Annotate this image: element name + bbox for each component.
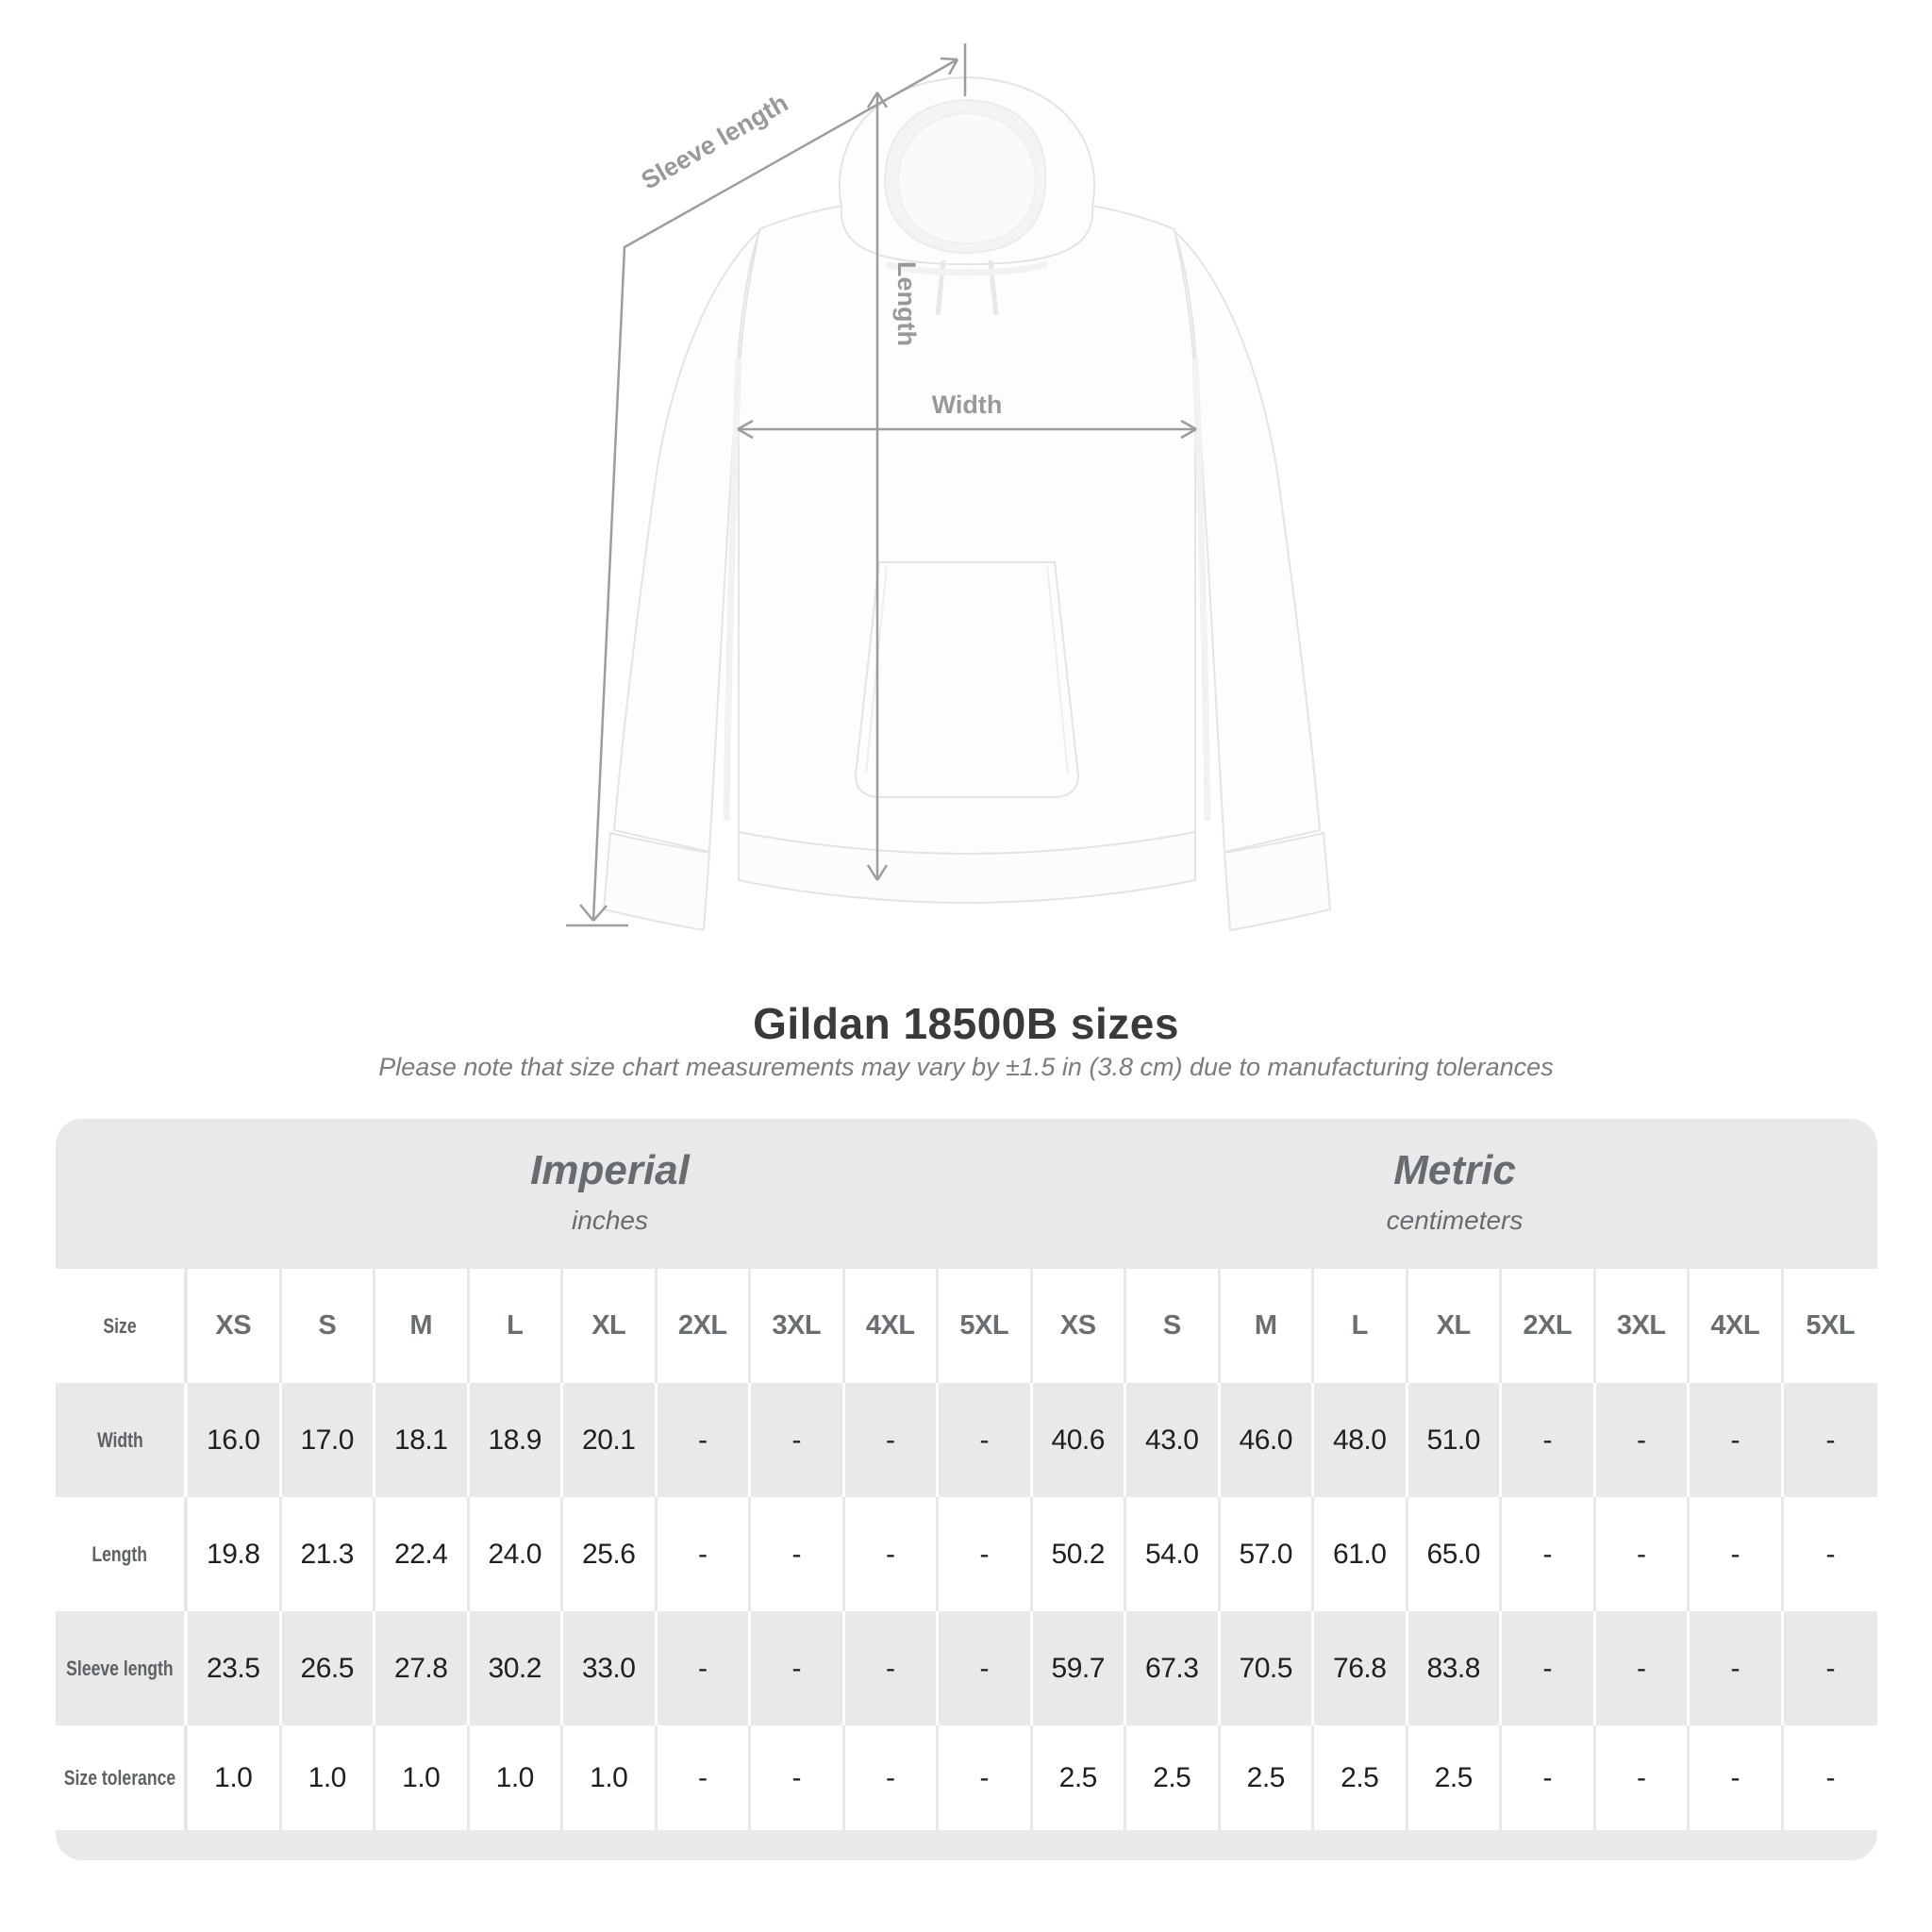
table-cell bbox=[563, 1725, 658, 1830]
size-header-imperial-xs-text: XS bbox=[215, 1310, 252, 1341]
size-header-metric-4xl bbox=[1690, 1269, 1784, 1383]
size-header-imperial-3xl bbox=[751, 1269, 845, 1383]
table-cell-text: 83.8 bbox=[1426, 1652, 1480, 1684]
table-cell-text: 17.0 bbox=[300, 1424, 354, 1456]
row-label-text: Sleeve length bbox=[66, 1656, 174, 1680]
table-cell-text: - bbox=[791, 1424, 801, 1456]
table-cell-text: - bbox=[791, 1538, 801, 1570]
table-cell-text: 65.0 bbox=[1426, 1538, 1480, 1570]
size-table bbox=[56, 1119, 1877, 1860]
table-cell bbox=[845, 1497, 940, 1611]
table-cell-text: - bbox=[1637, 1538, 1646, 1570]
hood-inner-panel bbox=[898, 113, 1036, 243]
table-cell-text: 16.0 bbox=[207, 1424, 260, 1456]
table-row-sleeve-length bbox=[56, 1611, 1877, 1725]
table-cell bbox=[751, 1725, 845, 1830]
hoodie-illustration bbox=[566, 38, 1377, 943]
table-cell bbox=[375, 1611, 470, 1725]
table-cell bbox=[470, 1611, 564, 1725]
table-cell bbox=[1033, 1497, 1127, 1611]
table-cell-text: - bbox=[1825, 1761, 1835, 1793]
table-cell-text: - bbox=[886, 1761, 895, 1793]
table-cell bbox=[1314, 1497, 1408, 1611]
table-cell-text: 2.5 bbox=[1341, 1761, 1379, 1793]
table-cell-text: - bbox=[698, 1652, 708, 1684]
table-cell bbox=[1784, 1725, 1878, 1830]
table-cell-text: - bbox=[1637, 1424, 1646, 1456]
table-cell-text: 57.0 bbox=[1239, 1538, 1292, 1570]
size-header-metric-xl bbox=[1408, 1269, 1503, 1383]
imperial-unit: inches bbox=[572, 1206, 648, 1235]
table-cell bbox=[188, 1611, 282, 1725]
table-cell bbox=[1408, 1497, 1503, 1611]
table-cell-text: - bbox=[979, 1652, 989, 1684]
table-cell-text: 1.0 bbox=[308, 1761, 346, 1793]
row-label bbox=[56, 1497, 188, 1611]
table-cell-text: 24.0 bbox=[488, 1538, 541, 1570]
table-cell bbox=[282, 1725, 376, 1830]
table-cell bbox=[1221, 1497, 1315, 1611]
table-cell-text: 59.7 bbox=[1051, 1652, 1105, 1684]
hoodie-garment bbox=[604, 77, 1330, 930]
metric-header bbox=[1032, 1119, 1877, 1269]
table-cell-text: 70.5 bbox=[1239, 1652, 1292, 1684]
table-footer-bar bbox=[56, 1830, 1877, 1860]
table-cell bbox=[188, 1383, 282, 1497]
table-cell-text: 54.0 bbox=[1145, 1538, 1199, 1570]
table-cell-text: - bbox=[1825, 1538, 1835, 1570]
table-cell-text: 20.1 bbox=[582, 1424, 636, 1456]
size-header-metric-s-text: S bbox=[1162, 1310, 1181, 1341]
table-cell-text: 2.5 bbox=[1246, 1761, 1285, 1793]
table-cell bbox=[375, 1497, 470, 1611]
table-cell bbox=[563, 1383, 658, 1497]
table-cell bbox=[751, 1497, 845, 1611]
table-cell bbox=[1596, 1497, 1690, 1611]
table-cell bbox=[1690, 1497, 1784, 1611]
table-cell-text: - bbox=[1825, 1424, 1835, 1456]
size-header-imperial-xl bbox=[563, 1269, 658, 1383]
table-cell-text: 40.6 bbox=[1051, 1424, 1105, 1456]
size-header-metric-xs bbox=[1033, 1269, 1127, 1383]
size-header-metric-l-text: L bbox=[1351, 1310, 1368, 1341]
table-cell-text: - bbox=[886, 1538, 895, 1570]
size-header-imperial-m bbox=[375, 1269, 470, 1383]
hoodie-right-sleeve bbox=[1174, 231, 1320, 852]
table-cell bbox=[1784, 1383, 1878, 1497]
table-cell-text: - bbox=[1637, 1761, 1646, 1793]
table-cell-text: - bbox=[1637, 1652, 1646, 1684]
table-cell bbox=[470, 1383, 564, 1497]
table-cell bbox=[1221, 1383, 1315, 1497]
table-cell-text: - bbox=[886, 1652, 895, 1684]
tolerance-note: Please note that size chart measurements may vary by ±1.5 in (3.8 cm) due to manufacturing tolerances bbox=[378, 1053, 1554, 1081]
table-cell-text: 76.8 bbox=[1333, 1652, 1387, 1684]
size-header-imperial-2xl bbox=[658, 1269, 752, 1383]
row-label-text: Width bbox=[96, 1427, 143, 1452]
table-cell-text: - bbox=[698, 1538, 708, 1570]
table-cell-text: 27.8 bbox=[394, 1652, 448, 1684]
size-header-imperial-xl-text: XL bbox=[591, 1310, 626, 1341]
table-cell-text: 21.3 bbox=[300, 1538, 354, 1570]
table-cell-text: 2.5 bbox=[1058, 1761, 1097, 1793]
metric-unit: centimeters bbox=[1386, 1206, 1524, 1235]
table-cell bbox=[1502, 1611, 1596, 1725]
table-cell bbox=[375, 1383, 470, 1497]
table-cell bbox=[188, 1725, 282, 1830]
hoodie-pocket bbox=[856, 562, 1078, 797]
table-cell-text: 50.2 bbox=[1051, 1538, 1105, 1570]
table-cell bbox=[1690, 1725, 1784, 1830]
size-header-imperial-4xl-text: 4XL bbox=[865, 1310, 915, 1341]
table-cell bbox=[470, 1497, 564, 1611]
table-cell-text: - bbox=[698, 1761, 708, 1793]
table-cell bbox=[470, 1725, 564, 1830]
table-cell bbox=[939, 1383, 1033, 1497]
table-cell bbox=[1314, 1611, 1408, 1725]
table-cell bbox=[188, 1497, 282, 1611]
imperial-header bbox=[188, 1119, 1032, 1269]
table-cell bbox=[1596, 1725, 1690, 1830]
size-header-imperial-xs bbox=[188, 1269, 282, 1383]
table-cell-text: 23.5 bbox=[207, 1652, 260, 1684]
table-cell bbox=[1126, 1611, 1221, 1725]
table-cell bbox=[939, 1497, 1033, 1611]
table-cell bbox=[282, 1497, 376, 1611]
table-cell-text: - bbox=[1730, 1652, 1740, 1684]
table-cell-text: - bbox=[979, 1538, 989, 1570]
table-cell bbox=[563, 1611, 658, 1725]
table-cell bbox=[1033, 1383, 1127, 1497]
size-header-metric-2xl bbox=[1502, 1269, 1596, 1383]
size-header-metric-3xl bbox=[1596, 1269, 1690, 1383]
imperial-title: Imperial bbox=[530, 1147, 690, 1193]
table-cell-text: - bbox=[979, 1761, 989, 1793]
table-cell-text: 61.0 bbox=[1333, 1538, 1387, 1570]
size-header-imperial-5xl-text: 5XL bbox=[959, 1310, 1009, 1341]
table-cell-text: - bbox=[1730, 1761, 1740, 1793]
size-header-imperial-5xl bbox=[939, 1269, 1033, 1383]
hoodie-measurement-diagram bbox=[566, 38, 1377, 943]
table-cell bbox=[658, 1611, 752, 1725]
size-header-imperial-l-text: L bbox=[507, 1310, 524, 1341]
page-title: Gildan 18500B sizes bbox=[753, 999, 1179, 1048]
table-cell bbox=[1126, 1383, 1221, 1497]
table-cell bbox=[751, 1383, 845, 1497]
table-cell bbox=[1221, 1611, 1315, 1725]
size-header-metric-5xl bbox=[1784, 1269, 1878, 1383]
table-cell-text: - bbox=[1542, 1424, 1552, 1456]
sleeve-length-label: Sleeve length bbox=[636, 88, 793, 195]
table-cell bbox=[845, 1611, 940, 1725]
table-cell bbox=[563, 1497, 658, 1611]
table-cell bbox=[282, 1611, 376, 1725]
table-cell-text: 1.0 bbox=[402, 1761, 441, 1793]
table-cell bbox=[751, 1611, 845, 1725]
size-header-metric-4xl-text: 4XL bbox=[1710, 1310, 1760, 1341]
table-cell bbox=[1126, 1497, 1221, 1611]
table-cell bbox=[845, 1725, 940, 1830]
metric-title: Metric bbox=[1393, 1147, 1516, 1193]
size-header-row bbox=[56, 1269, 1877, 1383]
table-cell bbox=[375, 1725, 470, 1830]
table-cell bbox=[1314, 1383, 1408, 1497]
table-row-width bbox=[56, 1383, 1877, 1497]
table-cell bbox=[939, 1611, 1033, 1725]
size-header-imperial-s bbox=[282, 1269, 376, 1383]
table-cell bbox=[1784, 1497, 1878, 1611]
width-label: Width bbox=[931, 391, 1003, 419]
size-column-header-text: Size bbox=[103, 1313, 137, 1338]
table-row-length bbox=[56, 1497, 1877, 1611]
row-label bbox=[56, 1383, 188, 1497]
table-cell bbox=[1033, 1725, 1127, 1830]
table-cell-text: - bbox=[698, 1424, 708, 1456]
table-cell-text: 46.0 bbox=[1239, 1424, 1292, 1456]
table-cell bbox=[1784, 1611, 1878, 1725]
table-cell bbox=[1126, 1725, 1221, 1830]
table-cell-text: - bbox=[1730, 1424, 1740, 1456]
length-label: Length bbox=[892, 261, 921, 346]
table-cell bbox=[939, 1725, 1033, 1830]
table-cell-text: 2.5 bbox=[1434, 1761, 1473, 1793]
table-row-size-tolerance bbox=[56, 1725, 1877, 1830]
table-cell bbox=[1690, 1383, 1784, 1497]
table-cell bbox=[1408, 1611, 1503, 1725]
table-cell-text: 1.0 bbox=[590, 1761, 628, 1793]
table-cell bbox=[845, 1383, 940, 1497]
size-header-metric-l bbox=[1314, 1269, 1408, 1383]
size-header-metric-m bbox=[1221, 1269, 1315, 1383]
table-cell bbox=[658, 1383, 752, 1497]
table-cell bbox=[1502, 1497, 1596, 1611]
table-cell bbox=[1314, 1725, 1408, 1830]
table-cell bbox=[1596, 1611, 1690, 1725]
table-cell-text: - bbox=[1542, 1538, 1552, 1570]
size-header-imperial-4xl bbox=[845, 1269, 940, 1383]
table-cell-text: - bbox=[886, 1424, 895, 1456]
table-cell bbox=[1221, 1725, 1315, 1830]
table-cell bbox=[658, 1725, 752, 1830]
table-cell-text: 26.5 bbox=[300, 1652, 354, 1684]
table-cell-text: 19.8 bbox=[207, 1538, 260, 1570]
table-cell-text: 51.0 bbox=[1426, 1424, 1480, 1456]
table-cell-text: 30.2 bbox=[488, 1652, 541, 1684]
table-cell bbox=[282, 1383, 376, 1497]
table-cell bbox=[1596, 1383, 1690, 1497]
size-header-imperial-3xl-text: 3XL bbox=[772, 1310, 822, 1341]
table-cell bbox=[658, 1497, 752, 1611]
table-cell-text: - bbox=[1542, 1761, 1552, 1793]
size-header-metric-5xl-text: 5XL bbox=[1806, 1310, 1856, 1341]
table-cell-text: 67.3 bbox=[1145, 1652, 1199, 1684]
size-header-metric-xs-text: XS bbox=[1059, 1310, 1096, 1341]
size-header-metric-3xl-text: 3XL bbox=[1616, 1310, 1666, 1341]
table-cell-text: 25.6 bbox=[582, 1538, 636, 1570]
table-cell-text: 1.0 bbox=[495, 1761, 534, 1793]
table-cell-text: 18.9 bbox=[488, 1424, 541, 1456]
table-cell-text: - bbox=[791, 1652, 801, 1684]
unit-header-band bbox=[56, 1119, 1877, 1269]
table-cell-text: 33.0 bbox=[582, 1652, 636, 1684]
size-header-metric-xl-text: XL bbox=[1436, 1310, 1471, 1341]
table-cell-text: 2.5 bbox=[1153, 1761, 1191, 1793]
table-cell-text: 22.4 bbox=[394, 1538, 448, 1570]
table-cell-text: - bbox=[1730, 1538, 1740, 1570]
table-cell-text: 1.0 bbox=[214, 1761, 253, 1793]
size-header-metric-2xl-text: 2XL bbox=[1523, 1310, 1573, 1341]
size-header-imperial-m-text: M bbox=[409, 1310, 433, 1341]
table-cell-text: 18.1 bbox=[394, 1424, 448, 1456]
hoodie-left-sleeve bbox=[614, 231, 759, 852]
table-cell bbox=[1408, 1725, 1503, 1830]
size-header-metric-m-text: M bbox=[1254, 1310, 1277, 1341]
size-header-metric-s bbox=[1126, 1269, 1221, 1383]
table-cell bbox=[1408, 1383, 1503, 1497]
table-cell-text: - bbox=[979, 1424, 989, 1456]
size-table-rows bbox=[56, 1269, 1877, 1830]
table-cell-text: 48.0 bbox=[1333, 1424, 1387, 1456]
size-column-header bbox=[56, 1269, 188, 1383]
table-cell-text: - bbox=[791, 1761, 801, 1793]
row-label-text: Length bbox=[92, 1541, 148, 1566]
table-cell bbox=[1690, 1611, 1784, 1725]
table-cell-text: - bbox=[1825, 1652, 1835, 1684]
table-cell bbox=[1502, 1725, 1596, 1830]
size-header-imperial-s-text: S bbox=[318, 1310, 337, 1341]
row-label bbox=[56, 1725, 188, 1830]
table-cell bbox=[1033, 1611, 1127, 1725]
table-cell bbox=[1502, 1383, 1596, 1497]
table-cell-text: 43.0 bbox=[1145, 1424, 1199, 1456]
row-label bbox=[56, 1611, 188, 1725]
table-cell-text: - bbox=[1542, 1652, 1552, 1684]
size-header-imperial-2xl-text: 2XL bbox=[677, 1310, 727, 1341]
size-header-imperial-l bbox=[470, 1269, 564, 1383]
row-label-text: Size tolerance bbox=[63, 1765, 176, 1790]
